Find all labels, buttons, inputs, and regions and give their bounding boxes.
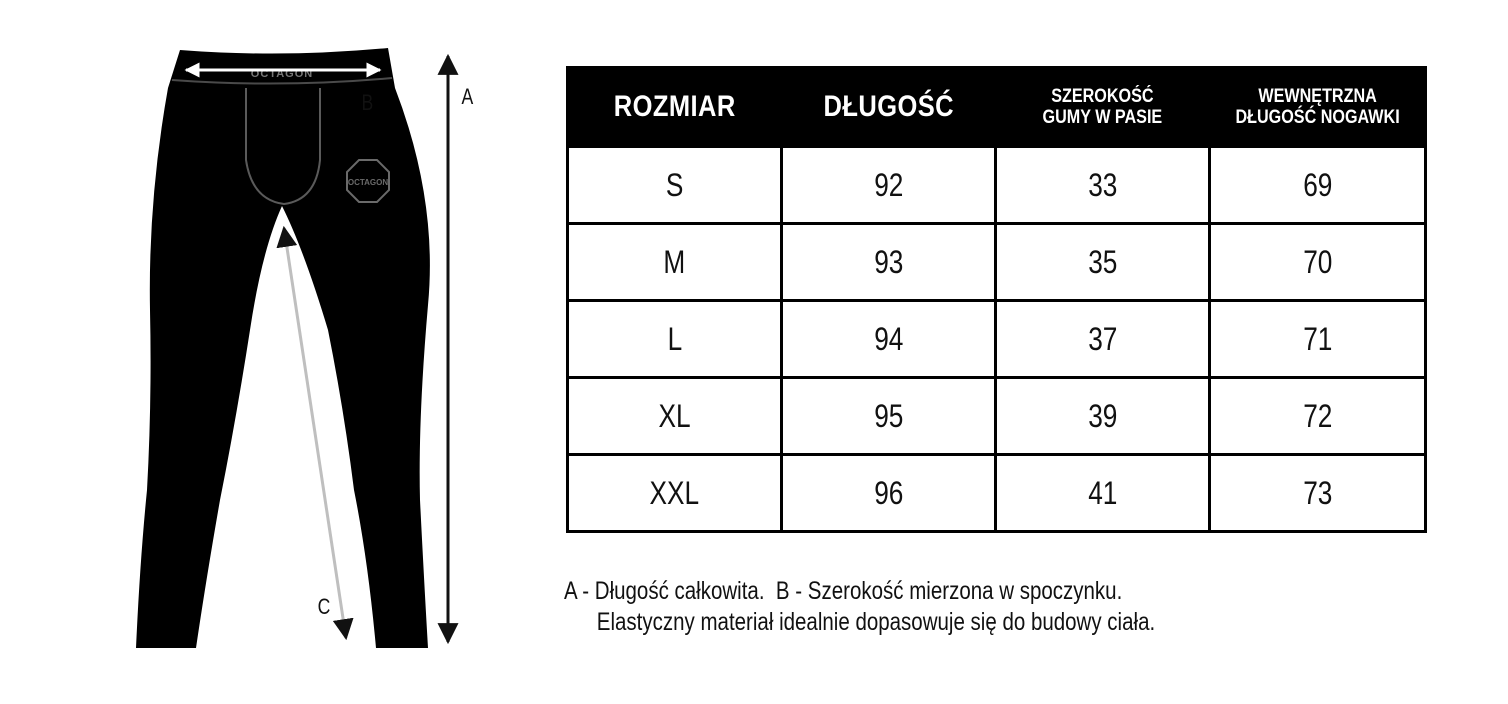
header-inseam-line1: WEWNĘTRZNA <box>1258 86 1377 107</box>
header-waist-width <box>996 68 1210 147</box>
header-size: ROZMIAR <box>568 68 782 147</box>
header-waist-line1: SZEROKOŚĆ <box>1051 86 1154 107</box>
cell-length: 95 <box>782 378 996 455</box>
cell-inseam: 69 <box>1210 147 1426 224</box>
svg-text:OCTAGON: OCTAGON <box>250 68 314 80</box>
note-line-1: A - Długość całkowita. B - Szerokość mierzona w spoczynku. <box>564 577 1123 605</box>
note-line-2: Elastyczny materiał idealnie dopasowuje się do budowy ciała. <box>596 608 1156 636</box>
marker-label-b: B <box>361 90 374 115</box>
cell-inseam: 73 <box>1210 455 1426 532</box>
table-row <box>568 301 1426 378</box>
marker-label-a: A <box>461 84 474 109</box>
cell-inseam: 71 <box>1210 301 1426 378</box>
leggings-silhouette <box>136 48 430 648</box>
cell-waist: 35 <box>996 224 1210 301</box>
header-inseam-line2: DŁUGOŚĆ NOGAWKI <box>1235 107 1400 128</box>
cell-size: XXL <box>568 455 782 532</box>
cell-inseam: 70 <box>1210 224 1426 301</box>
cell-length: 94 <box>782 301 996 378</box>
leggings-illustration <box>0 0 520 704</box>
table-header-row <box>568 68 1426 147</box>
marker-label-c: C <box>317 594 331 619</box>
cell-size: XL <box>568 378 782 455</box>
size-chart-table <box>566 66 1427 533</box>
cell-length: 93 <box>782 224 996 301</box>
cell-size: S <box>568 147 782 224</box>
header-length: DŁUGOŚĆ <box>782 68 996 147</box>
table-row <box>568 224 1426 301</box>
cell-size: M <box>568 224 782 301</box>
cell-waist: 41 <box>996 455 1210 532</box>
header-waist-line2: GUMY W PASIE <box>1042 107 1163 128</box>
header-inseam <box>1210 68 1426 147</box>
cell-length: 96 <box>782 455 996 532</box>
cell-waist: 33 <box>996 147 1210 224</box>
table-row <box>568 378 1426 455</box>
measurement-notes <box>564 576 1155 638</box>
cell-inseam: 72 <box>1210 378 1426 455</box>
leggings-drawing <box>0 0 520 704</box>
table-row <box>568 147 1426 224</box>
cell-waist: 39 <box>996 378 1210 455</box>
cell-waist: 37 <box>996 301 1210 378</box>
cell-size: L <box>568 301 782 378</box>
cell-length: 92 <box>782 147 996 224</box>
svg-text:OCTAGON: OCTAGON <box>347 178 389 187</box>
table-row <box>568 455 1426 532</box>
